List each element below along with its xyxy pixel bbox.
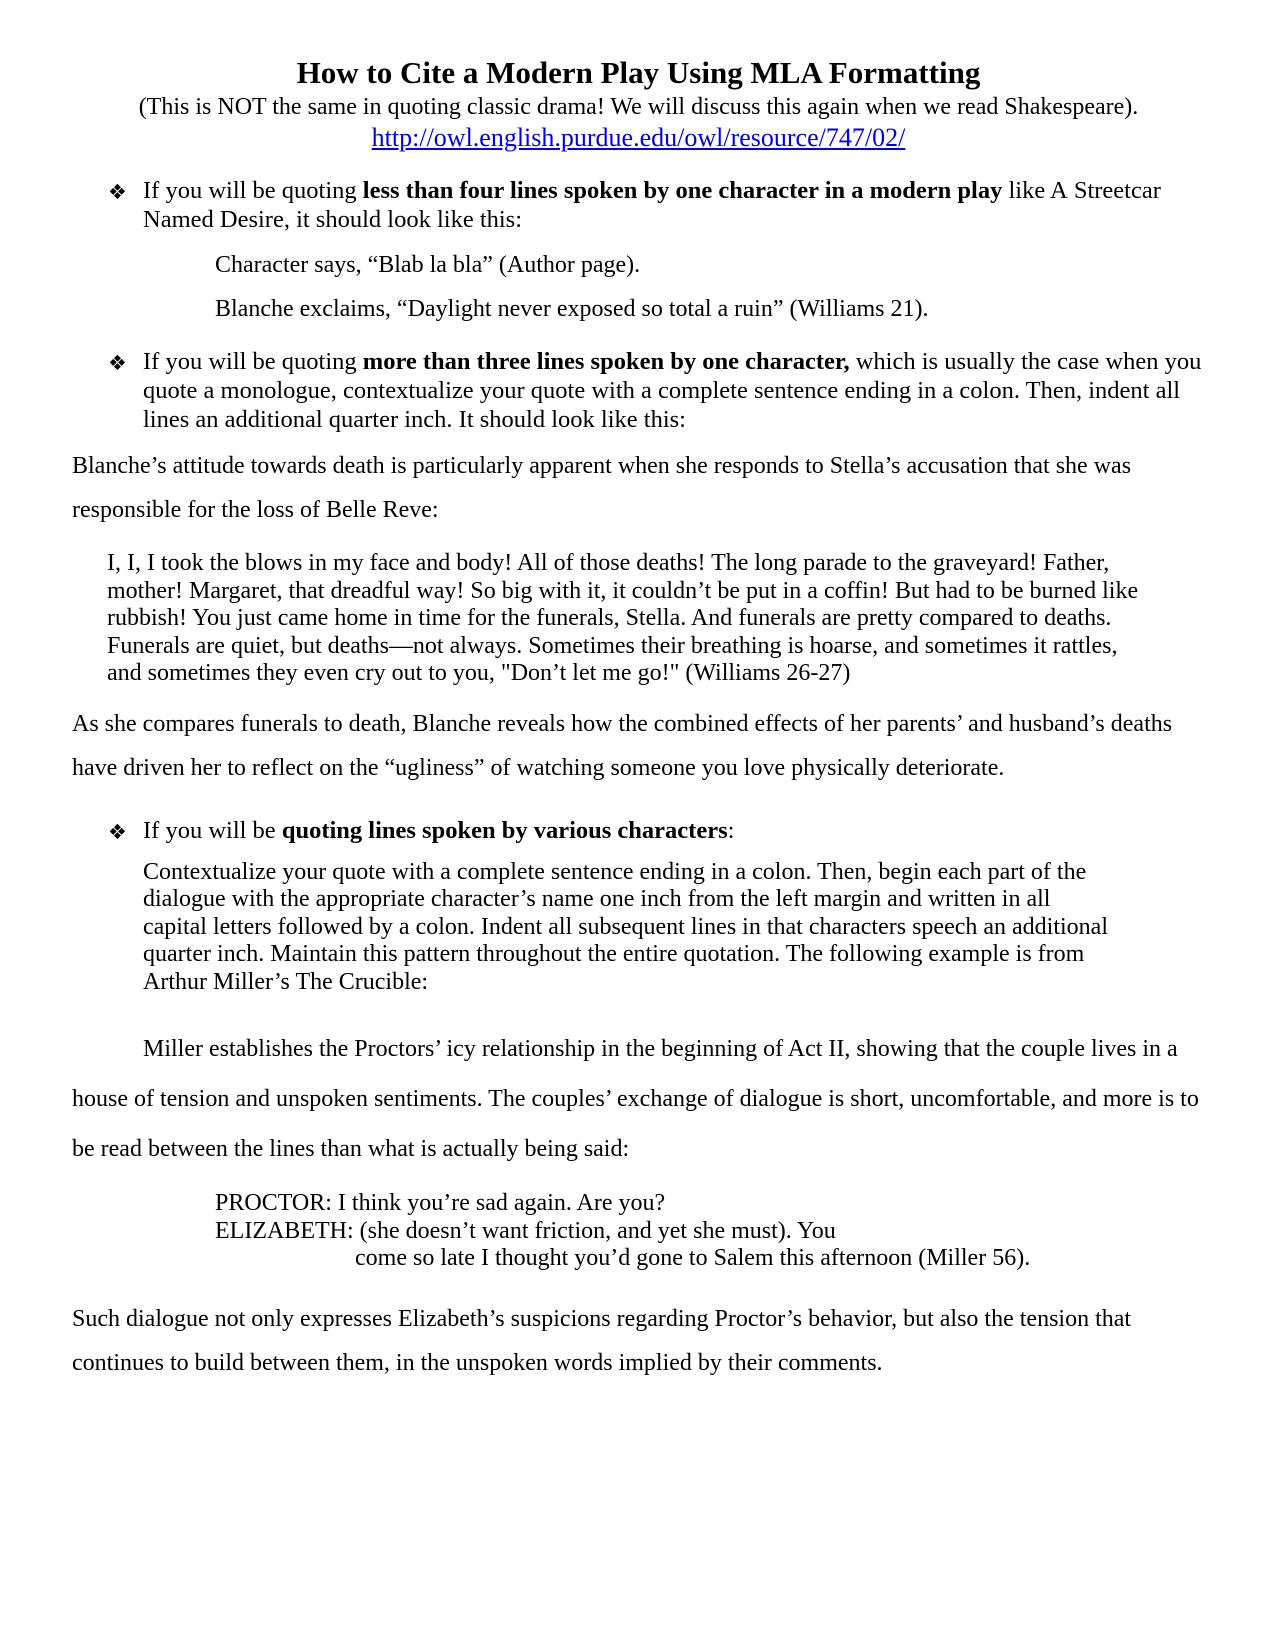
- purdue-owl-link[interactable]: http://owl.english.purdue.edu/owl/resource/747/02/: [371, 123, 906, 152]
- dialogue-line-elizabeth: ELIZABETH: (she doesn’t want friction, and yet she must). You: [215, 1217, 836, 1244]
- bullet2-text-pre: If you will be quoting: [143, 348, 363, 375]
- bullet3-text-bold: quoting lines spoken by various characters: [281, 816, 728, 844]
- diamond-bullet-icon: ❖: [108, 180, 127, 204]
- diamond-bullet-icon: ❖: [108, 819, 127, 844]
- bullet3-text-post: :: [727, 816, 735, 844]
- blanche-context-paragraph: Blanche’s attitude towards death is particularly apparent when she responds to Stella’s accusation that she was responsible for the loss of Belle Reve:: [72, 453, 1132, 523]
- example-generic-citation: Character says, “Blab la bla” (Author page).: [215, 252, 641, 278]
- miller-context-paragraph: Miller establishes the Proctors’ icy relationship in the beginning of Act II, showing that the couple lives in a house of tension and unspoken sentiments. The couples’ exchange of dialogue is short, uncomfortable, and more is to be read between the lines than what is actually being said:: [72, 1036, 1199, 1162]
- page-title: How to Cite a Modern Play Using MLA Formatting: [296, 55, 981, 90]
- diamond-bullet-icon: ❖: [108, 351, 127, 375]
- blanche-analysis-paragraph: As she compares funerals to death, Blanche reveals how the combined effects of her parents’ and husband’s deaths have driven her to reflect on the “ugliness” of watching someone you love physically deteriorate.: [72, 710, 1173, 781]
- blanche-block-quote: I, I, I took the blows in my face and body! All of those deaths! The long parade to the graveyard! Father, mother! Margaret, that dreadful way! So big with it, it couldn’t be put in a coffin! But had to be burned like rubbish! You just came home in time for the funerals, Stella. And funerals are pretty compared to deaths. Funerals are quiet, but deaths—not always. Sometimes their breathing is hoarse, and sometimes it rattles, and sometimes they even cry out to you, "Don’t let me go!" (Williams 26-27): [107, 550, 1139, 686]
- subtitle-note: (This is NOT the same in quoting classic drama! We will discuss this again when we read Shakespeare).: [138, 94, 1139, 120]
- bullet1-text-post: like A Streetcar Named Desire, it should look like this:: [143, 177, 1161, 233]
- bullet-text-long-quotes: [143, 348, 1201, 433]
- dialogue-line-proctor: PROCTOR: I think you’re sad again. Are you?: [215, 1190, 666, 1216]
- bullet-text-short-quotes: [143, 177, 1161, 233]
- bullet1-text-bold: less than four lines spoken by one character in a modern play: [362, 177, 1003, 204]
- dialogue-line-elizabeth-continued: come so late I thought you’d gone to Salem this afternoon (Miller 56).: [355, 1245, 1031, 1271]
- link-line: [72, 122, 1205, 154]
- example-blanche-citation: Blanche exclaims, “Daylight never exposed so total a ruin” (Williams 21).: [215, 296, 929, 322]
- bullet1-text-pre: If you will be quoting: [143, 177, 363, 204]
- various-characters-instructions: Contextualize your quote with a complete sentence ending in a colon. Then, begin each part of the dialogue with the appropriate character’s name one inch from the left margin and written in all capital letters followed by a colon. Indent all subsequent lines in that characters speech an additional quarter inch. Maintain this pattern throughout the entire quotation. The following example is from Arthur Miller’s The Crucible:: [143, 858, 1109, 995]
- crucible-dialogue-block: [215, 1190, 1205, 1273]
- bullet-item-long-quotes: [72, 347, 1205, 434]
- bullet-item-short-quotes: [72, 176, 1205, 234]
- bullet3-text-pre: If you will be: [143, 816, 282, 844]
- bullet2-text-post: which is usually the case when you quote a monologue, contextualize your quote with a complete sentence ending in a colon. Then, indent all lines an additional quarter inch. It should look like this:: [143, 348, 1202, 433]
- bullet-item-various-characters: [72, 816, 1205, 845]
- bullet2-text-bold: more than three lines spoken by one character,: [362, 348, 850, 375]
- dialogue-analysis-paragraph: Such dialogue not only expresses Elizabeth’s suspicions regarding Proctor’s behavior, but also the tension that continues to build between them, in the unspoken words implied by their comments.: [72, 1305, 1132, 1376]
- bullet-text-various-characters: [143, 817, 734, 844]
